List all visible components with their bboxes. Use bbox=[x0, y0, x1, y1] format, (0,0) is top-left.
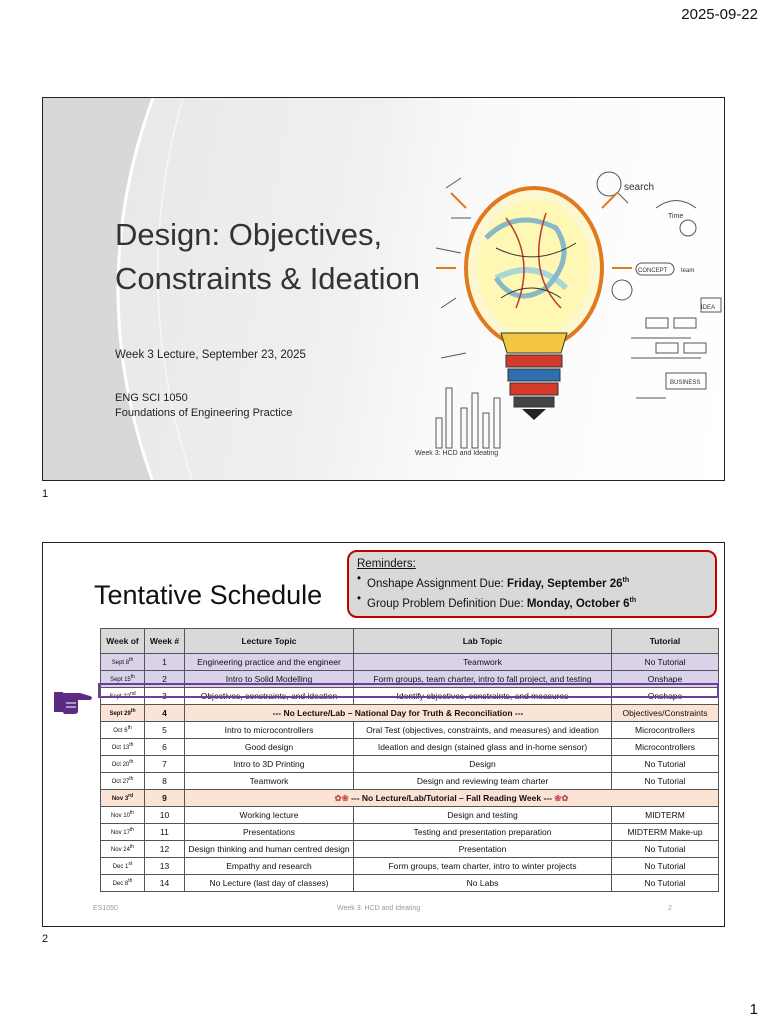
table-row: Nov 17th 11 Presentations Testing and presentation preparation MIDTERM Make-up bbox=[101, 824, 719, 841]
table-row: Sept 8th 1 Engineering practice and the engineer Teamwork No Tutorial bbox=[101, 654, 719, 671]
slide-2 bbox=[42, 542, 725, 927]
svg-text:Time: Time bbox=[668, 213, 684, 220]
column-header: Week # bbox=[145, 629, 185, 654]
footer-title: Week 3: HCD and Ideating bbox=[337, 905, 421, 912]
bullet-icon: • bbox=[357, 573, 362, 585]
maple-leaf-icon: ✿❀ bbox=[334, 792, 352, 803]
svg-text:IDEA: IDEA bbox=[701, 305, 716, 311]
column-header: Week of bbox=[101, 629, 145, 654]
pointing-hand-icon bbox=[52, 683, 94, 717]
table-row: Nov 10th 10 Working lecture Design and testing MIDTERM bbox=[101, 807, 719, 824]
reminders-heading: Reminders: bbox=[357, 558, 416, 570]
course-name: Foundations of Engineering Practice bbox=[115, 407, 293, 419]
svg-text:CONCEPT: CONCEPT bbox=[638, 268, 668, 274]
slide-title: Design: Objectives, Constraints & Ideation bbox=[115, 217, 421, 296]
svg-text:BUSINESS: BUSINESS bbox=[670, 380, 701, 386]
svg-text:team: team bbox=[681, 268, 695, 274]
table-row: Oct 20th 7 Intro to 3D Printing Design No Tutorial bbox=[101, 756, 719, 773]
slide-number-1: 1 bbox=[42, 488, 49, 500]
table-row: Sept 15th 2 Intro to Solid Modelling Form groups, team charter, intro to fall project, and testing Onshape bbox=[101, 671, 719, 688]
lightbulb-illustration bbox=[426, 158, 725, 468]
footer-slide-number: 2 bbox=[668, 905, 672, 912]
bullet-icon: • bbox=[357, 592, 362, 605]
slide-number-2: 2 bbox=[42, 933, 49, 945]
table-row-current-week: Sept 22nd 3 Objectives, constraints, and ideation Identify objectives, constraints, and measures Onshape bbox=[101, 688, 719, 705]
table-row: Dec 1st 13 Empathy and research Form groups, team charter, intro to winter projects No Tutorial bbox=[101, 858, 719, 875]
table-row-holiday: Sept 29th 4 --- No Lecture/Lab – National Day for Truth & Reconciliation --- Objectives/Constraints bbox=[101, 705, 719, 722]
column-header: Lab Topic bbox=[354, 629, 612, 654]
reminder-item: • Onshape Assignment Due: Friday, September 26th bbox=[357, 573, 630, 590]
reminders-box bbox=[347, 550, 717, 618]
schedule-table bbox=[100, 628, 719, 892]
slide-1 bbox=[42, 97, 725, 481]
footer-course: ES1050 bbox=[93, 905, 118, 912]
column-header: Tutorial bbox=[612, 629, 719, 654]
column-header: Lecture Topic bbox=[185, 629, 354, 654]
table-row: Dec 8th 14 No Lecture (last day of classes) No Labs No Tutorial bbox=[101, 875, 719, 892]
table-row: Nov 24th 12 Design thinking and human centred design Presentation No Tutorial bbox=[101, 841, 719, 858]
page-date: 2025-09-22 bbox=[681, 6, 758, 23]
svg-text:search: search bbox=[624, 182, 655, 193]
lecture-subtitle: Week 3 Lecture, September 23, 2025 bbox=[115, 349, 306, 361]
maple-leaf-icon: ❀✿ bbox=[551, 792, 569, 803]
table-row-holiday: Nov 3rd 9 ✿❀ --- No Lecture/Lab/Tutorial – Fall Reading Week --- ❀✿ bbox=[101, 790, 719, 807]
slide-footer: Week 3: HCD and Ideating bbox=[415, 450, 499, 457]
slide-title: Tentative Schedule bbox=[94, 580, 323, 610]
reminder-item: • Group Problem Definition Due: Monday, October 6th bbox=[357, 592, 637, 610]
table-row: Oct 27th 8 Teamwork Design and reviewing team charter No Tutorial bbox=[101, 773, 719, 790]
course-code: ENG SCI 1050 bbox=[115, 392, 188, 404]
table-header-row bbox=[101, 629, 719, 654]
table-row: Oct 6th 5 Intro to microcontrollers Oral Test (objectives, constraints, and measures) and ideation Microcontrollers bbox=[101, 722, 719, 739]
page-number: 1 bbox=[749, 1001, 758, 1018]
table-row: Oct 13th 6 Good design Ideation and design (stained glass and in-home sensor) Microcontrollers bbox=[101, 739, 719, 756]
course-info bbox=[115, 391, 292, 421]
